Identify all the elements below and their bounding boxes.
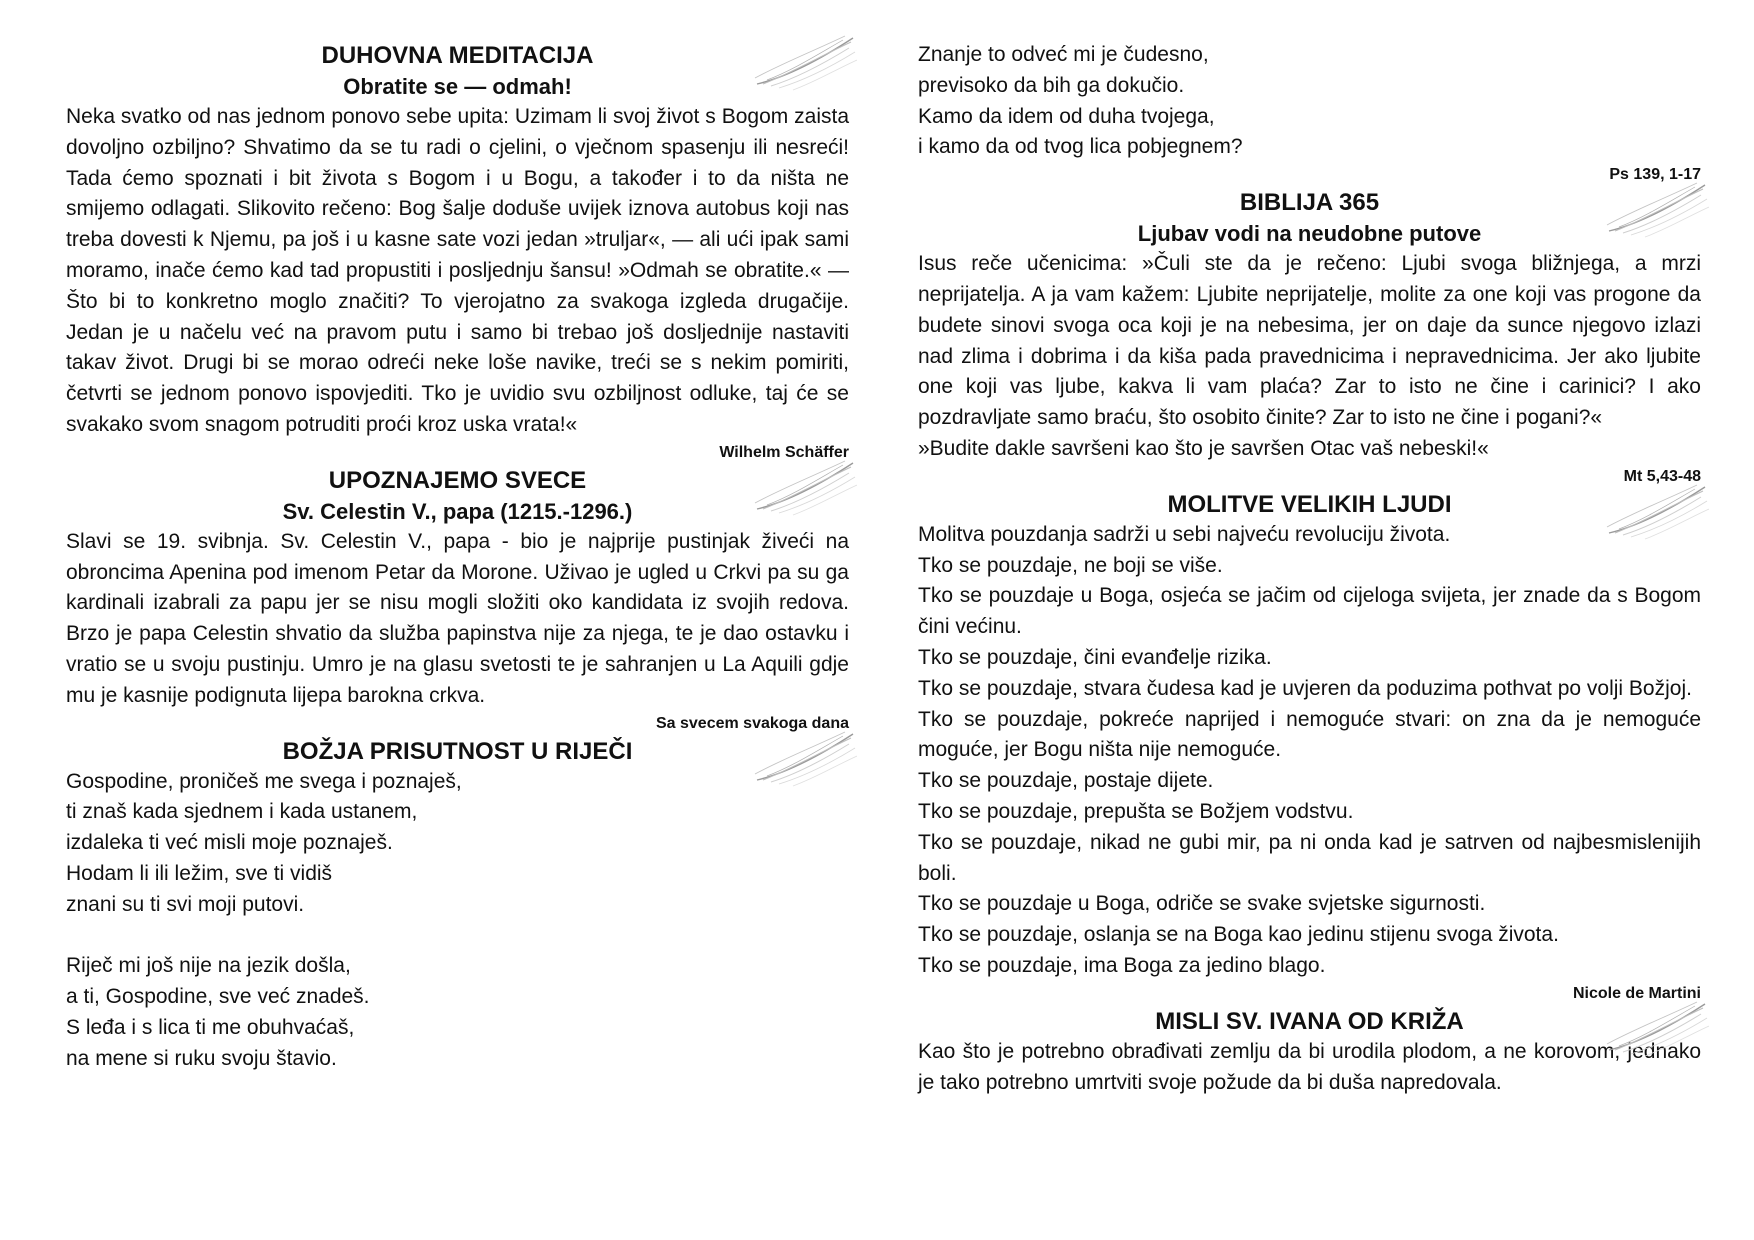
psalm-line: znani su ti svi moji putovi. (66, 892, 305, 916)
prayer-line: Tko se pouzdaje, postaje dijete. (918, 769, 1214, 793)
meditation-text: Neka svatko od nas jednom ponovo sebe upita: Uzimam li svoj život s Bogom zaista dovoljno ozbiljno? Shvatimo da se tu radi o cjelini, o vječnom spasenju ili nesreći! Tada ćemo spoznati i bit života s Bogom i u Bogu, a također i to da ništa ne smijemo odlagati. Slikovito rečeno: Bog šalje doduše uvijek iznova autobus koji nas treba dovesti k Njemu, pa još i u kasne sate vozi jedan »truljar«, — ali ući ipak sami moramo, inače ćemo kad tad propustiti i posljednju šansu! »Odmah se obratite.« — Što bi to konkretno moglo značiti? To vjerojatno za svakoga izgleda drugačije. Jedan je u načelu već na pravom putu i samo bi trebao još dosljednije nastaviti takav život. Drugi bi se morao odreći neke loše navike, treći se s nekim pomiriti, četvrti se jednom ponovo ispovjediti. Tko je uvidio svu ozbiljnost odluke, taj će se svakako svom snagom potruditi proći kroz uska vrata!« (66, 105, 849, 436)
psalm-line: na mene si ruku svoju štavio. (66, 1046, 337, 1070)
prayer-line: Tko se pouzdaje, ne boji se više. (918, 553, 1223, 577)
psalm-line: Gospodine, proničeš me svega i poznaješ, (66, 769, 462, 793)
section-title: MOLITVE VELIKIH LJUDI (1167, 490, 1452, 518)
prayer-line: Tko se pouzdaje, prepušta se Božjem vodstvu. (918, 799, 1354, 823)
prayer-line: Tko se pouzdaje, čini evanđelje rizika. (918, 645, 1272, 669)
prayer-line: Tko se pouzdaje, ima Boga za jedino blago. (918, 953, 1326, 977)
prayer-line: Tko se pouzdaje u Boga, odriče se svake svjetske sigurnosti. (918, 892, 1486, 916)
section-subtitle: Sv. Celestin V., papa (1215.-1296.) (282, 498, 633, 524)
author-credit: Wilhelm Schäffer (719, 443, 849, 461)
feather-ornament-icon (753, 459, 857, 517)
saint-text: Slavi se 19. svibnja. Sv. Celestin V., papa - bio je najprije pustinjak živeći na obroncima Apenina pod imenom Petar da Morone. Uživao je ugled u Crkvi pa su ga kardinali izabrali za papu jer se nisu mogli složiti oko kandidata iz svojih redova. Brzo je papa Celestin shvatio da služba papinstva nije za njega, te je dao ostavku i vratio se u svoju pustinju. Umro je na glasu svetosti te je sahranjen u La Aquili gdje mu je kasnije podignuta lijepa barokna crkva. (66, 529, 849, 707)
section-upoznajemo-svece (66, 465, 849, 736)
scripture-reference: Mt 5,43-48 (1623, 467, 1701, 485)
psalm-line: S leđa i s lica ti me obuhvaćaš, (66, 1015, 355, 1039)
section-title: BIBLIJA 365 (1239, 189, 1380, 217)
source-credit: Sa svecem svakoga dana (655, 714, 849, 732)
section-title: UPOZNAJEMO SVECE (328, 466, 587, 494)
prayer-line: Tko se pouzdaje, oslanja se na Boga kao jedinu stijenu svoga života. (918, 923, 1559, 947)
stanza-gap (66, 921, 849, 952)
prayer-line: Tko se pouzdaje, stvara čudesa kad je uvjeren da poduzima pothvat po volji Božjoj. (918, 676, 1692, 700)
section-subtitle: Obratite se — odmah! (343, 74, 572, 99)
gospel-text: Isus reče učenicima: »Čuli ste da je rečeno: Ljubi svoga bližnjega, a mrzi neprijatelja. A ja vam kažem: Ljubite neprijatelje, molite za one koji vas progone da budete sinovi svoga oca koji je na nebesima, jer on daje da sunce njegovo izlazi nad zlima i dobrima i da kiša pada pravednicima i nepravednicima. Jer ako ljubite one koji vas ljube, kakva li vam plaća? Zar to isto ne čine i carinici? I ako pozdravljate samo braću, što osobito činite? Zar to isto ne čine i pogani?« (918, 252, 1701, 430)
left-column (66, 40, 849, 1075)
psalm-line: a ti, Gospodine, sve već znadeš. (66, 985, 370, 1009)
feather-ornament-icon (753, 34, 857, 92)
gospel-text-conclusion: »Budite dakle savršeni kao što je savršen Otac vaš nebeski!« (918, 436, 1489, 460)
section-title: BOŽJA PRISUTNOST U RIJEČI (282, 737, 633, 765)
right-column (918, 40, 1701, 1098)
author-credit: Nicole de Martini (1572, 984, 1701, 1002)
section-title: DUHOVNA MEDITACIJA (321, 42, 594, 69)
psalm-line: i kamo da od tvog lica pobjegnem? (918, 135, 1243, 159)
psalm-line: izdaleka ti već misli moje poznaješ. (66, 831, 393, 855)
section-biblija-365 (918, 187, 1701, 489)
psalm-line: ti znaš kada sjednem i kada ustanem, (66, 800, 418, 824)
section-subtitle: Ljubav vodi na neudobne putove (1137, 221, 1482, 247)
section-molitve-velikih-ljudi (918, 489, 1701, 1006)
prayer-line: Tko se pouzdaje, pokreće naprijed i nemoguće stvari: on zna da je nemoguće moguće, jer Bogu ništa nije nemoguće. (918, 707, 1701, 762)
prayer-line: Tko se pouzdaje u Boga, osjeća se jačim od cijeloga svijeta, jer znade da s Bogom čini većinu. (918, 584, 1701, 639)
feather-ornament-icon (753, 730, 857, 788)
feather-ornament-icon (1605, 483, 1709, 541)
section-misli-sv-ivana (918, 1006, 1701, 1099)
section-title: MISLI SV. IVANA OD KRIŽA (1155, 1007, 1464, 1035)
scripture-reference: Ps 139, 1-17 (1609, 166, 1701, 184)
prayer-line: Tko se pouzdaje, nikad ne gubi mir, pa ni onda kad je satrven od najbesmislenijih boli. (918, 830, 1701, 885)
psalm-line: previsoko da bih ga dokučio. (918, 73, 1185, 97)
psalm-stanza (66, 767, 849, 1075)
feather-ornament-icon (1605, 181, 1709, 239)
psalm-line: Znanje to odveć mi je čudesno, (918, 43, 1209, 66)
psalm-line: Kamo da idem od duha tvojega, (918, 104, 1215, 128)
section-duhovna-meditacija (66, 40, 849, 465)
quote-text: Kao što je potrebno obrađivati zemlju da bi urodila plodom, a ne korovom, jednako je tako potrebno umrtviti svoje požude da bi duša napredovala. (918, 1039, 1701, 1094)
section-psalm-continuation (918, 40, 1701, 187)
psalm-line: Riječ mi još nije na jezik došla, (66, 954, 351, 978)
feather-ornament-icon (1605, 1000, 1709, 1058)
prayer-line: Molitva pouzdanja sadrži u sebi najveću revoluciju života. (918, 522, 1451, 546)
psalm-line: Hodam li ili ležim, sve ti vidiš (66, 861, 333, 885)
section-bozja-prisutnost (66, 736, 849, 1075)
psalm-stanza (918, 40, 1701, 163)
